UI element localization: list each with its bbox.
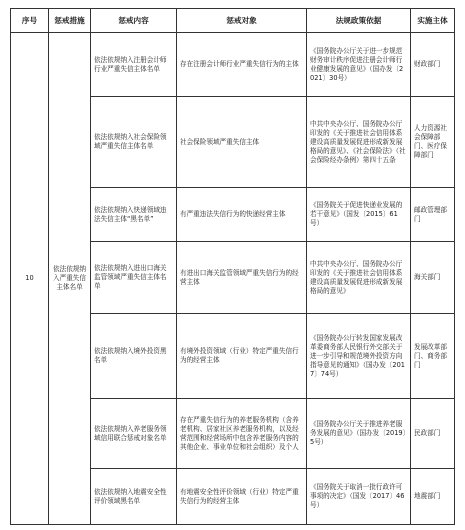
object-cell: 有进出口海关监管领域严重失信行为的经营主体 [177,242,307,314]
object-cell: 有地震安全性评价领域（行业）特定严重失信行为的经营主体 [177,469,307,525]
object-cell: 社会保险领域严重失信主体 [177,97,307,188]
dept-cell: 民政部门 [411,399,455,469]
basis-cell: 《国务院办公厅关于进一步规范财务审计秩序促进注册会计师行业健康发展的意见》（国办发〔2021〕30号） [307,33,411,97]
dept-cell: 地震部门 [411,469,455,525]
content-cell: 依法依规纳入进出口海关监管领域严重失信主体名单 [91,242,177,314]
object-cell: 存在注册会计师行业严重失信行为的主体 [177,33,307,97]
table-row [11,33,455,97]
basis-cell: 《国务院关于促进快递业发展的若干意见》（国发〔2015〕61号） [307,188,411,242]
content-cell: 依法依规纳入社会保险领域严重失信主体名单 [91,97,177,188]
header-row [11,9,455,33]
header-object: 惩戒对象 [177,9,307,33]
header-basis: 法规政策依据 [307,9,411,33]
dept-cell: 发展改革部门、商务部门 [411,314,455,399]
basis-cell: 《国务院办公厅关于推进养老服务发展的意见》（国办发〔2019〕5号） [307,399,411,469]
content-cell: 依法依规纳入境外投资黑名单 [91,314,177,399]
dept-cell: 邮政管理部门 [411,188,455,242]
basis-cell: 《国务院办公厅转发国家发展改革委商务部人民银行外交部关于进一步引导和规范境外投资方向指导意见的通知》（国办发〔2017〕74号） [307,314,411,399]
dept-cell: 财政部门 [411,33,455,97]
seq-cell: 10 [11,33,49,525]
content-cell: 依法依规纳入地震安全性评价领域黑名单 [91,469,177,525]
content-cell: 依法依规纳入养老服务领域信用联合惩戒对象名单 [91,399,177,469]
content-cell: 依法依规纳入快递领域违法失信主体“黑名单” [91,188,177,242]
dept-cell: 人力资源社会保障部门、医疗保障部门 [411,97,455,188]
content-cell: 依法依规纳入注册会计师行业严重失信主体名单 [91,33,177,97]
dept-cell: 海关部门 [411,242,455,314]
object-cell: 存在严重失信行为的养老服务机构（含养老机构、居家社区养老服务机构，以及经营范围和经营场所中包含养老服务内容的其他企业、事业单位和社会组织）及个人 [177,399,307,469]
basis-cell: 中共中央办公厅、国务院办公厅印发的《关于推进社会信用体系建设高质量发展促进形成新发展格局的意见》 [307,242,411,314]
header-measure: 惩戒措施 [49,9,91,33]
object-cell: 有境外投资领域（行业）特定严重失信行为的经营主体 [177,314,307,399]
basis-cell: 《国务院关于取消一批行政许可事项的决定》（国发〔2017〕46号） [307,469,411,525]
measure-cell: 依法依规纳入严重失信主体名单 [49,33,91,525]
header-dept: 实施主体 [411,9,455,33]
punishment-measures-table [10,8,455,525]
header-seq: 序号 [11,9,49,33]
header-content: 惩戒内容 [91,9,177,33]
object-cell: 有严重违法失信行为的快递经营主体 [177,188,307,242]
basis-cell: 中共中央办公厅、国务院办公厅印发的《关于推进社会信用体系建设高质量发展促进形成新发展格局的意见》、《社会保险法》（社会保险经办条例）第四十五条 [307,97,411,188]
